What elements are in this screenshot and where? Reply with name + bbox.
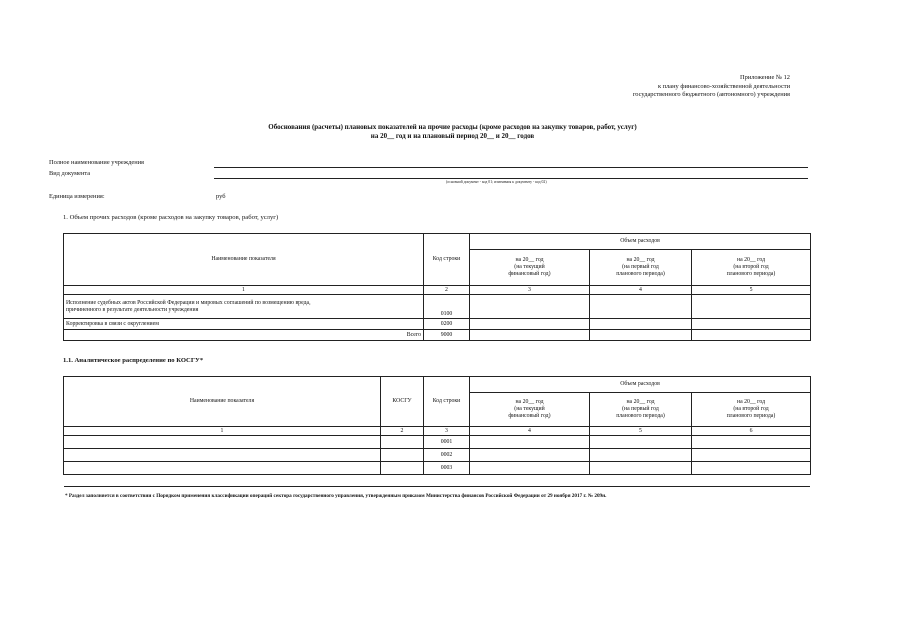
expenses-table [63, 233, 811, 341]
row-name[interactable] [64, 436, 381, 449]
row-kosgu[interactable] [381, 462, 424, 475]
row-name: Исполнение судебных актов Российской Федерации и мировых соглашений по возмещению вреда, причиненного в результате деятельности учреждения [64, 295, 424, 319]
col-number: 6 [692, 427, 811, 436]
title-line: Обоснования (расчеты) плановых показателей на прочие расходы (кроме расходов на закупку товаров, работ, услуг) [268, 123, 637, 131]
value-cell[interactable] [590, 449, 692, 462]
institution-field[interactable] [214, 167, 808, 168]
title-line: на 20__ год и на плановый период 20__ и 20__ годов [370, 132, 535, 141]
total-code: 9000 [424, 330, 470, 341]
header-year-second: на 20__ год (на второй год планового периода) [692, 393, 811, 427]
table-row [64, 319, 811, 330]
value-cell[interactable] [692, 449, 811, 462]
col-number: 1 [64, 427, 381, 436]
value-cell[interactable] [590, 330, 692, 341]
footnote: * Раздел заполняется в соответствии с Порядком применения классификации операций сектора государственного управления, утвержденным приказом Министерства финансов Российской Федерации от 29 ноября 2017 г. № 209н. [65, 493, 607, 499]
value-cell[interactable] [692, 462, 811, 475]
section-1-1-title: 1.1. Аналитическое распределение по КОСГУ* [63, 357, 204, 364]
col-number: 5 [692, 286, 811, 295]
row-kosgu[interactable] [381, 436, 424, 449]
value-cell[interactable] [470, 295, 590, 319]
doc-type-hint: (основной документ - код 01; изменения к документу - код 02) [446, 180, 547, 184]
unit-value: руб [216, 193, 226, 200]
header-year-second: на 20__ год (на второй год планового периода) [692, 250, 811, 286]
col-number: 2 [381, 427, 424, 436]
header-year-current: на 20__ год (на текущий финансовый год) [470, 250, 590, 286]
appendix-line: Приложение № 12 [740, 74, 790, 81]
value-cell[interactable] [590, 462, 692, 475]
value-cell[interactable] [692, 436, 811, 449]
row-code: 0001 [424, 436, 470, 449]
header-name: Наименование показателя [64, 377, 381, 427]
header-year-current: на 20__ год (на текущий финансовый год) [470, 393, 590, 427]
col-number: 4 [590, 286, 692, 295]
header-volume: Объем расходов [470, 234, 811, 250]
table-row [64, 436, 811, 449]
column-numbers-row [64, 427, 811, 436]
row-name: Корректировка в связи с округлением [64, 319, 424, 330]
appendix-header [633, 74, 790, 100]
header-year-first: на 20__ год (на первый год планового периода) [590, 250, 692, 286]
unit-label: Единица измерения: [49, 193, 105, 200]
value-cell[interactable] [470, 330, 590, 341]
row-name[interactable] [64, 462, 381, 475]
row-name[interactable] [64, 449, 381, 462]
col-number: 1 [64, 286, 424, 295]
value-cell[interactable] [470, 449, 590, 462]
header-volume: Объем расходов [470, 377, 811, 393]
footnote-divider [64, 486, 810, 487]
appendix-line: государственного бюджетного (автономного) учреждения [632, 91, 790, 99]
total-label: Всего [64, 330, 424, 341]
institution-label: Полное наименование учреждения [49, 159, 144, 166]
column-numbers-row [64, 286, 811, 295]
value-cell[interactable] [590, 319, 692, 330]
row-code: 0002 [424, 449, 470, 462]
col-number: 4 [470, 427, 590, 436]
row-code: 0200 [424, 319, 470, 330]
value-cell[interactable] [692, 319, 811, 330]
kosgu-table [63, 376, 811, 475]
value-cell[interactable] [470, 462, 590, 475]
appendix-line: к плану финансово-хозяйственной деятельности [657, 82, 790, 90]
col-number: 2 [424, 286, 470, 295]
value-cell[interactable] [590, 295, 692, 319]
value-cell[interactable] [470, 319, 590, 330]
header-code: Код строки [424, 234, 470, 286]
table-row [64, 462, 811, 475]
value-cell[interactable] [470, 436, 590, 449]
doc-type-label: Вид документа [49, 170, 91, 177]
col-number: 5 [590, 427, 692, 436]
header-kosgu: КОСГУ [381, 377, 424, 427]
header-year-first: на 20__ год (на первый год планового периода) [590, 393, 692, 427]
row-code: 0003 [424, 462, 470, 475]
row-code: 0100 [424, 295, 470, 319]
row-kosgu[interactable] [381, 449, 424, 462]
value-cell[interactable] [590, 436, 692, 449]
table-row [64, 295, 811, 319]
section-1-title: 1. Объем прочих расходов (кроме расходов на закупку товаров, работ, услуг) [63, 214, 279, 221]
value-cell[interactable] [692, 295, 811, 319]
doc-type-field[interactable] [214, 178, 808, 179]
value-cell[interactable] [692, 330, 811, 341]
col-number: 3 [470, 286, 590, 295]
table-row [64, 449, 811, 462]
col-number: 3 [424, 427, 470, 436]
header-name: Наименование показателя [64, 234, 424, 286]
header-code: Код строки [424, 377, 470, 427]
document-title [0, 123, 905, 142]
total-row [64, 330, 811, 341]
